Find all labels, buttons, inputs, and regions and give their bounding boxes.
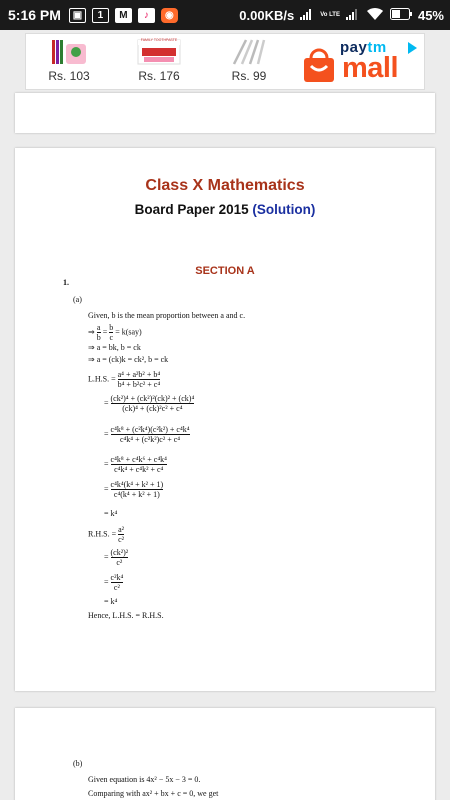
toothpaste-label: FAMILY TOOTHPASTE [140,38,178,42]
part-label-a: (a) [73,295,82,304]
toothpaste-image [136,38,182,66]
ad-item-toothpaste[interactable] [124,38,194,83]
ad-price: Rs. 103 [48,69,90,83]
volte-label: Vo LTE [320,12,340,18]
ad-price: Rs. 176 [138,69,180,83]
question-number: 1. [63,278,69,287]
pdf-page-2 [15,148,435,691]
section-heading: SECTION A [195,265,255,277]
status-bar [0,0,450,30]
notification-1-icon: 1 [92,8,109,23]
shopping-bag-icon [300,46,338,84]
tiktok-icon: ♪ [138,8,155,23]
rhs-line: R.H.S. = $\frac{\text{a²}}{\text{c²}}$ [88,525,125,544]
conclusion-line: Hence, L.H.S. = R.H.S. [88,611,164,620]
ad-banner[interactable] [25,33,425,90]
rhs-result: = k⁴ [104,597,118,606]
rhs-step-2: = $\frac{\text{(ck²)²}}{\text{c²}}$ [104,548,129,567]
rhs-step-3: = $\frac{\text{c²k⁴}}{\text{c²}}$ [104,573,124,592]
ratio-line: ⇒ $\frac{a}{b}$ = $\frac{b}{c}$ = k(say) [88,323,142,342]
pdf-page-1 [15,93,435,133]
status-right [239,7,444,24]
ad-item-toothbrush[interactable] [34,38,104,83]
net-speed: 0.00KB/s [239,7,295,23]
lhs-step-2: = $\frac{\text{(ck²)⁴ + (ck²)²(ck)² + (ck)⁴}}{\text{(ck)⁴ + (ck)²c² + c⁴}}$ [104,394,195,413]
document-title: Class X Mathematics [145,177,305,194]
part-label-b: (b) [73,759,83,768]
ad-price: Rs. 99 [231,69,267,83]
lhs-step-4: = $\frac{\text{c⁴k⁸ + c⁴k⁶ + c⁴k⁴}}{\text{c⁴k⁴ + c⁴k² + c⁴}}$ [104,455,167,474]
lhs-step-5: = $\frac{\text{c⁴k⁴(k⁴ + k² + 1)}}{\text{c⁴(k⁴ + k² + 1)}}$ [104,480,164,499]
paytm-mall-logo[interactable] [300,38,420,86]
ad-item-pens[interactable] [214,38,284,83]
step-line-3: ⇒ a = (ck)k = ck², b = ck [88,355,169,364]
lhs-line: L.H.S. = $\frac{\text{a⁴ + a²b² + b⁴}}{\text{b⁴ + b²c² + c⁴}}$ [88,370,161,389]
toothbrush-image [46,38,92,66]
pdf-page-3 [15,708,435,800]
battery-percent: 45% [417,7,444,23]
paytm-wordmark: paytm [340,39,387,56]
notification-icons [69,8,178,23]
adchoices-icon[interactable] [408,42,417,54]
app-icon: ◉ [161,8,178,23]
comparing-line: Comparing with ax² + bx + c = 0, we get [88,789,219,798]
lhs-step-3: = $\frac{\text{c⁴k⁸ + (c²k⁴)(c²k²) + c⁴k⁴}}{\text{c⁴k⁴ + (c²k²)c² + c⁴}}$ [104,425,190,444]
photo-icon: ▣ [69,8,86,23]
gmail-icon: M [115,8,132,23]
signal-2-icon [346,8,360,23]
given-statement: Given, b is the mean proportion between a and c. [88,311,246,320]
signal-icon [300,8,314,23]
given-equation: Given equation is 4x² − 5x − 3 = 0. [88,775,201,784]
battery-icon [390,8,412,23]
lhs-result: = k⁴ [104,509,118,518]
wifi-icon [366,7,384,24]
mall-wordmark: mall [342,52,399,84]
step-line-2: ⇒ a = bk, b = ck [88,343,141,352]
document-subtitle: Board Paper 2015 (Solution) [134,202,316,217]
pens-image [226,38,272,66]
status-time: 5:16 PM [8,7,61,23]
